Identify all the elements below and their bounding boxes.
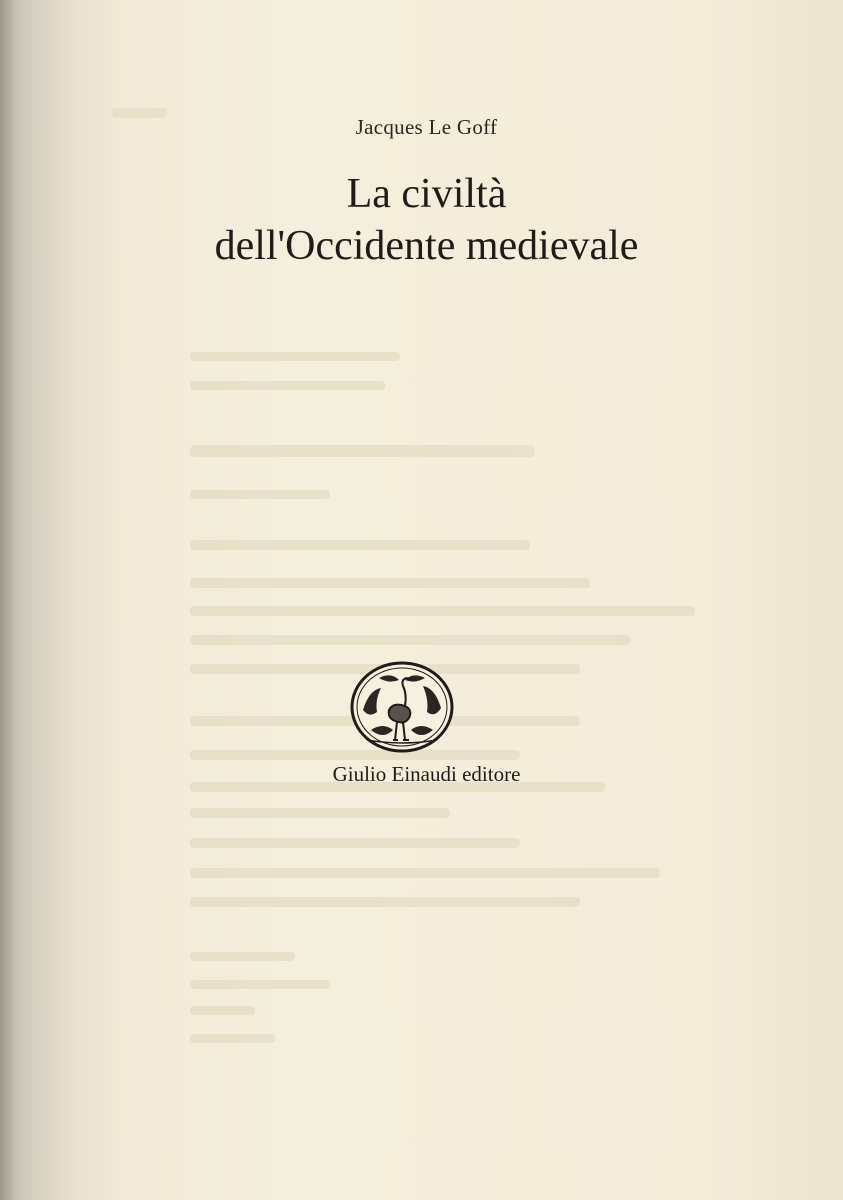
publisher-name: Giulio Einaudi editore <box>332 762 521 786</box>
einaudi-ostrich-emblem-icon <box>349 660 455 754</box>
title-line-1: La civiltà <box>346 171 507 217</box>
book-title <box>0 168 843 272</box>
author-name: Jacques Le Goff <box>355 115 498 139</box>
title-line-2: dell'Occidente medievale <box>214 223 639 269</box>
